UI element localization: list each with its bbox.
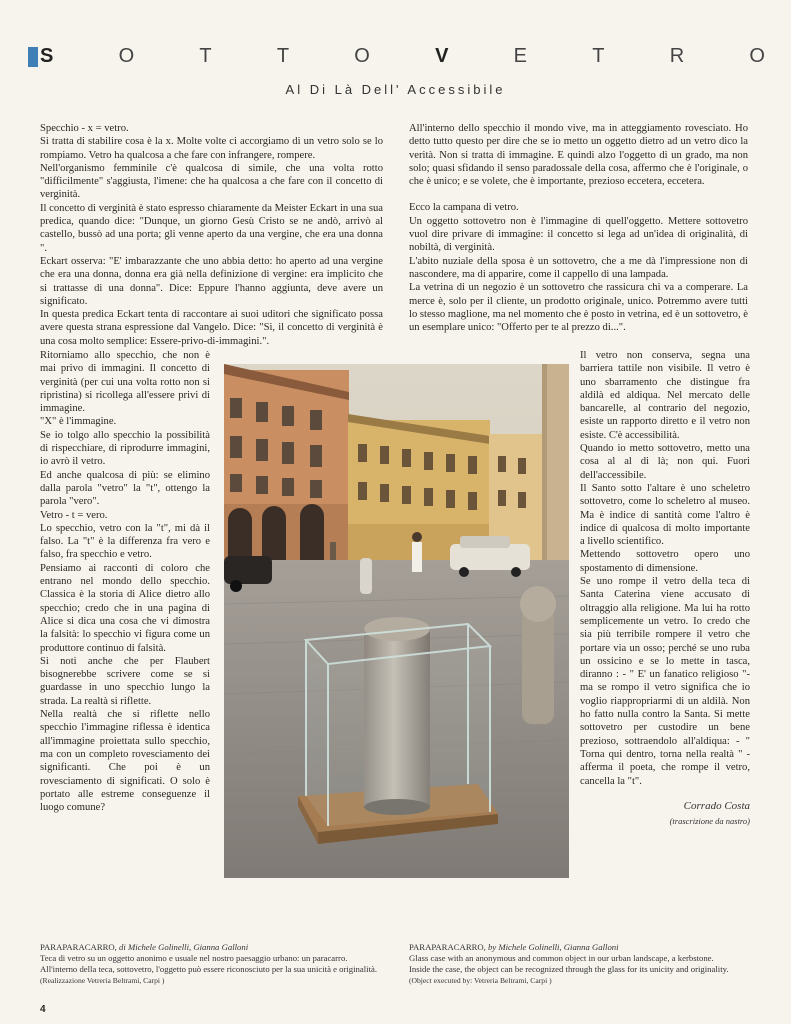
header-letter: O [118, 44, 135, 67]
header-letter: S [40, 44, 54, 67]
article-column-right-bottom [580, 349, 750, 788]
paragraph: Ed anche qualcosa di più: se elimino dalla parola "vetro" la "t", ottengo la parola "vero". [40, 469, 210, 508]
caption-title: PARAPARACARRO, [40, 942, 117, 952]
header-title [40, 42, 765, 70]
header-letter: O [354, 44, 370, 67]
caption-english [409, 942, 754, 986]
article-column-left-bottom [40, 349, 210, 814]
photo-illustration [224, 364, 569, 878]
paragraph: Si tratta di stabilire cosa è la x. Molte volte ci accorgiamo di un vetro solo se lo rompiamo. Vetro ha qualcosa a che fare con infrangere, rompere. [40, 136, 383, 161]
paragraph: Ritorniamo allo specchio, che non è mai privo di immagini. Il concetto di verginità (per cui una volta rotto non si ripristina) si ricollega all'essere privi di immagine. [40, 350, 210, 415]
paragraph: In questa predica Eckart tenta di raccontare ai suoi uditori che significato possa avere questa strana espressione dal Vangelo. Dice: "Si, il concetto di verginità è una cosa molto semplice: Essere-privo-di-immagini.". [40, 309, 383, 347]
caption-line: All'interno della teca, sottovetro, l'oggetto può essere riconosciuto per la sua unicità e originalità. [40, 964, 378, 974]
paragraph: Ecco la campana di vetro. [409, 202, 519, 214]
header-letter: T [592, 44, 605, 67]
caption-authors: di Michele Golinelli, Gianna Galloni [119, 942, 249, 952]
caption-line: Inside the case, the object can be recognized through the glass for its unicity and originality. [409, 964, 729, 974]
paragraph: L'abito nuziale della sposa è un sottovetro, che a me dà l'impressione non di nascondere, ma di apparire, come il cappello di una lampada. [409, 255, 748, 280]
paragraph: Un oggetto sottovetro non è l'immagine di quell'oggetto. Mettere sottovetro vuol dire privare di immagine: il concetto si lega ad un'idea di originalità, di nobiltà, di verginità. [409, 215, 748, 254]
paragraph: Nella realtà che si riflette nello specchio l'immagine riflessa è identica all'immagine proiettata sullo specchio, ma con un completo rovesciamento dei significanti. Che poi è un rovesciamento di significati. O solo è portato alle estreme conseguenze il luogo comune? [40, 709, 210, 814]
paragraph: Nell'organismo femminile c'è qualcosa di simile, che una volta rotto "difficilmente" s'aggiusta, l'imene: che ha qualcosa a che fare con il concetto di verginità. [40, 162, 383, 201]
photo-paraparacarro [224, 364, 569, 878]
caption-line: Glass case with an anonymous and common object in our urban landscape, a kerbstone. [409, 953, 714, 963]
paragraph: Il Santo sotto l'altare è uno scheletro sottovetro, come lo scheletro al museo. Ma è indice di santità come l'altro è indice di qualcosa di molto importante a livello scientifico. [580, 482, 750, 548]
header-letter: V [435, 44, 449, 67]
header-letter: O [749, 44, 765, 67]
caption-authors: by Michele Golinelli, Gianna Galloni [488, 942, 619, 952]
paragraph: Eckart osserva: "E' imbarazzante che uno abbia detto: ho aperto ad una vergine che era una donna, donna era già nella definizione di vergine: era implicito che si trattasse di una donna". Dice: Eppure l'hanno aggiunta, deve avere un significato. [40, 255, 383, 307]
page-number: 4 [40, 1004, 46, 1015]
paragraph: Se io tolgo allo specchio la possibilità di rispecchiare, di riprodurre immagini, io avrò il vetro. [40, 429, 210, 468]
paragraph: Si noti anche che per Flaubert bisognerebbe scrivere come se si guardasse in uno specchio lungo la strada. La realtà si riflette. [40, 655, 210, 707]
paragraph: Il concetto di verginità è stato espresso chiaramente da Meister Eckart in una sua predica, quando dice: "Dunque, un giorno Gesù Cristo se ne andò, arrivò al castello, bussò ad una porta; gli venne aperto da una vergine, che era una donna ". [40, 202, 383, 254]
caption-line: Teca di vetro su un oggetto anonimo e usuale nel nostro paesaggio urbano: un paracarro. [40, 953, 348, 963]
author-note: (trascrizione da nastro) [669, 816, 750, 826]
caption-italian [40, 942, 395, 986]
header-accent-bar [28, 47, 38, 67]
paragraph: Lo specchio, vetro con la "t", mi dà il falso. La "t" è la differenza fra vero e falso, fra specchio e vetro. [40, 522, 210, 561]
paragraph: Quando io metto sottovetro, metto una cosa al al di là; non qui. Fuori dell'accessibile. [580, 443, 750, 481]
caption-credit: (Object executed by: Vetreria Beltrami, Carpi ) [409, 976, 552, 985]
header-letter: E [513, 44, 527, 67]
article-column-left-top [40, 122, 383, 348]
header-letter: T [199, 44, 212, 67]
paragraph: Il vetro non conserva, segna una barriera tattile non visibile. Il vetro è uno sbarramento che distingue fra aldilà ed aldiqua. Nel mercato delle bancarelle, al contrario del negozio, esiste un rapporto diretto e il vetro non esiste. C'è accessibilità. [580, 350, 750, 441]
article-subtitle: Al Di Là Dell' Accessibile [285, 82, 506, 97]
article-column-right-top [409, 122, 748, 334]
paragraph: Pensiamo ai racconti di coloro che entrano nel mondo dello specchio. Classica è la storia di Alice dietro allo specchio; credo che in una pagina di Alice si dica una cosa che vi dimostra la falsità: lo specchio vi figura come un produttore continuo di falsità. [40, 562, 210, 654]
author-signature [580, 800, 750, 826]
paragraph: Specchio - x = vetro. [40, 123, 129, 134]
header-letter: T [276, 44, 290, 67]
author-name: Corrado Costa [683, 800, 750, 812]
paragraph: "X" è l'immagine. [40, 416, 117, 428]
paragraph: La vetrina di un negozio è un sottovetro che rassicura chi va a comperare. La merce è, solo per il cliente, un prodotto originale, unico. Potremmo avere tutti lo stesso maglione, ma nel momento che è posto in vetrina, ed è un sottovetro, è un esemplare unico: "Offerto per te al prezzo di...". [409, 282, 748, 334]
paragraph: Se uno rompe il vetro della teca di Santa Caterina viene accusato di oltraggio alla religione. Ma lui ha rotto semplicemente un vetro. Io credo che sia più terribile rompere il vetro che portare via un osso; perché se uno ruba un ossicino e se lo mette in tasca, diranno : - " E' un fanatico religioso "- ma se rompo il vetro significa che io voglio riappropriarmi di un aldilà. Non ho fatto nulla contro la Santa. Si mette sottovetro per custodire un bene prezioso, sottraendolo all'aldiqua: - " Torna qui dentro, torna nella realtà " - afferma il poeta, che rompe il vetro, cancella la "t". [580, 576, 750, 787]
caption-credit: (Realizzazione Vetreria Beltrami, Carpi ) [40, 976, 165, 985]
header-letter: R [669, 44, 685, 67]
paragraph: Vetro - t = vero. [40, 509, 108, 521]
caption-title: PARAPARACARRO, [409, 942, 486, 952]
paragraph: All'interno dello specchio il mondo vive, ma in atteggiamento rovesciato. Ho detto tutto questo per dire che se io metto un oggetto dietro ad un vetro dico la verità. Non si tratta di immagine. E quindi alzo l'oggetto di un grado, ma non solo; quasi sfidando il senso paradossale della cosa, affermo che è l'originale, o che è unico; e se volete, che è importante, prezioso eccetera, eccetera. [409, 123, 748, 188]
paragraph: Mettendo sottovetro opero uno spostamento di dimensione. [580, 549, 750, 574]
